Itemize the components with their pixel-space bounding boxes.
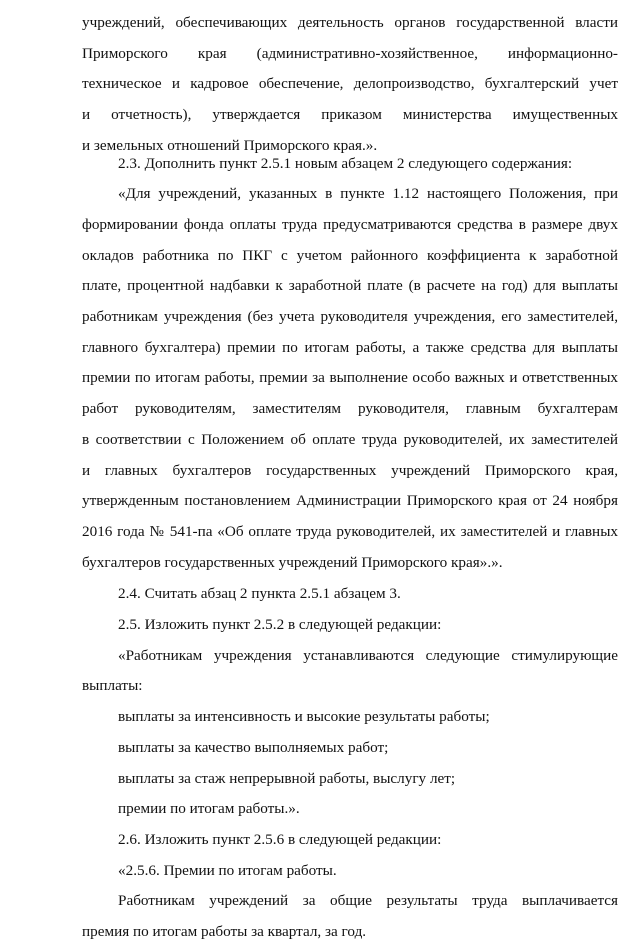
text-line: работ руководителям, заместителям руководителя, главным бухгалтерам (82, 400, 618, 417)
text-line: учреждений, обеспечивающих деятельность органов государственной власти (82, 14, 618, 31)
text-line: «Работникам учреждения устанавливаются следующие стимулирующие (118, 647, 618, 664)
text-line: премия по итогам работы за квартал, за год. (82, 923, 367, 940)
text-line: премии по итогам работы, премии за выполнение особо важных и ответственных (82, 369, 618, 386)
text-line: 2.4. Считать абзац 2 пункта 2.5.1 абзацем 3. (118, 585, 401, 602)
text-line: плате, процентной надбавки к заработной плате (в расчете на год) для выплаты (82, 277, 618, 294)
text-line: выплаты: (82, 677, 143, 694)
text-line: 2.3. Дополнить пункт 2.5.1 новым абзацем 2 следующего содержания: (118, 155, 573, 172)
text-line: выплаты за интенсивность и высокие результаты работы; (118, 708, 490, 725)
text-line: техническое и кадровое обеспечение, делопроизводство, бухгалтерский учет (82, 75, 618, 92)
text-line: формировании фонда оплаты труда предусматриваются средства в размере двух (82, 216, 618, 233)
text-line: работникам учреждения (без учета руководителя учреждения, его заместителей, (82, 308, 618, 325)
text-line: 2016 года № 541-па «Об оплате труда руководителей, их заместителей и главных (82, 523, 618, 540)
text-line: бухгалтеров государственных учреждений Приморского края».». (82, 554, 503, 571)
text-line: главного бухгалтера) премии по итогам работы, а также средства для выплаты (82, 339, 618, 356)
text-line: 2.5. Изложить пункт 2.5.2 в следующей редакции: (118, 616, 442, 633)
text-line: выплаты за стаж непрерывной работы, выслугу лет; (118, 770, 456, 787)
text-line: 2.6. Изложить пункт 2.5.6 в следующей редакции: (118, 831, 442, 848)
text-line: Работникам учреждений за общие результаты труда выплачивается (118, 892, 618, 909)
text-line: премии по итогам работы.». (118, 800, 300, 817)
text-line: «2.5.6. Премии по итогам работы. (118, 862, 337, 879)
text-line: «Для учреждений, указанных в пункте 1.12 настоящего Положения, при (118, 185, 618, 202)
text-line: в соответствии с Положением об оплате труда руководителей, их заместителей (82, 431, 618, 448)
text-line: окладов работника по ПКГ с учетом районного коэффициента к заработной (82, 247, 618, 264)
text-line: и отчетность), утверждается приказом министерства имущественных (82, 106, 618, 123)
text-line: и земельных отношений Приморского края.». (82, 137, 378, 154)
text-line: и главных бухгалтеров государственных учреждений Приморского края, (82, 462, 618, 479)
text-line: Приморского края (административно-хозяйственное, информационно- (82, 45, 618, 62)
text-line: выплаты за качество выполняемых работ; (118, 739, 389, 756)
text-line: утвержденным постановлением Администрации Приморского края от 24 ноября (82, 492, 618, 509)
